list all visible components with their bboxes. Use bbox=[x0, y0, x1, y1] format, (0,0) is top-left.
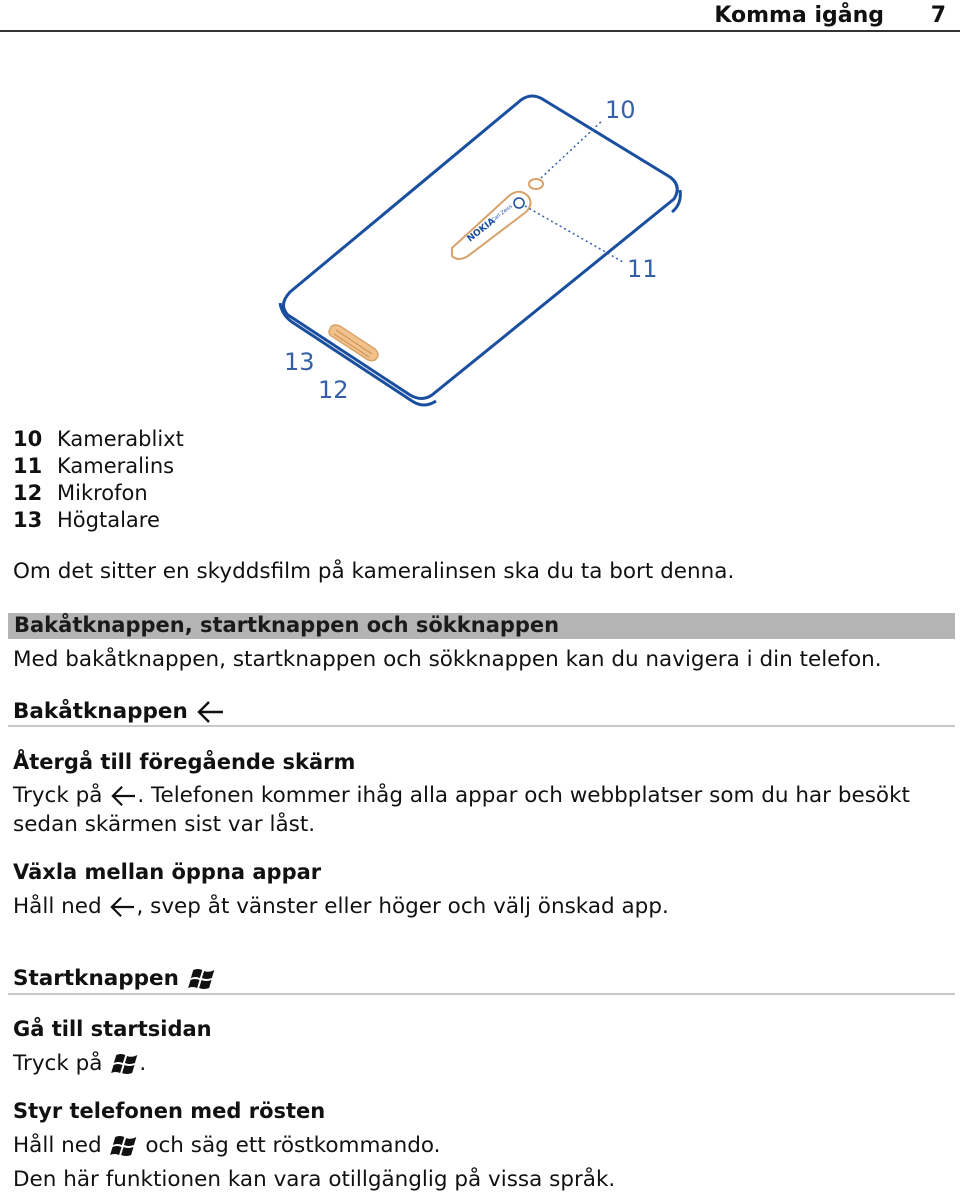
camera-flash-icon bbox=[529, 179, 543, 189]
legend-item: 11 Kameralins bbox=[13, 454, 175, 478]
topic-body: Tryck på . bbox=[13, 1051, 147, 1076]
phone-outline bbox=[280, 96, 680, 405]
topic-body: Håll ned och säg ett röstkommando. bbox=[13, 1133, 441, 1158]
section-title: Bakåtknappen, startknappen och sökknappen bbox=[14, 613, 560, 637]
topic-body: Tryck på . Telefonen kommer ihåg alla appar och webbplatser som du har besökt bbox=[13, 783, 910, 808]
availability-note: Den här funktionen kan vara otillgänglig på vissa språk. bbox=[13, 1167, 616, 1192]
back-arrow-icon bbox=[108, 895, 136, 919]
chapter-title: Komma igång bbox=[714, 3, 884, 28]
logo-text: NOKIA bbox=[465, 216, 498, 245]
camera-module bbox=[452, 179, 543, 259]
callout-13: 13 bbox=[284, 348, 315, 376]
topic-body: Håll ned , svep åt vänster eller höger och välj önskad app. bbox=[13, 894, 669, 919]
section-intro: Med bakåtknappen, startknappen och sökknappen kan du navigera i din telefon. bbox=[13, 647, 882, 672]
speaker-grille bbox=[329, 325, 378, 361]
windows-logo-icon bbox=[108, 1133, 138, 1159]
legend-list bbox=[13, 426, 184, 534]
topic-title: Gå till startsidan bbox=[13, 1017, 212, 1041]
phone-back-illustration bbox=[270, 88, 690, 408]
callout-12: 12 bbox=[318, 376, 349, 404]
topic-title: Växla mellan öppna appar bbox=[13, 860, 322, 884]
legend-item: 10 Kamerablixt bbox=[13, 427, 184, 451]
divider bbox=[8, 993, 955, 995]
start-key-heading: Startknappen bbox=[13, 966, 216, 992]
lens-text: Carl Zeiss bbox=[490, 203, 514, 224]
topic-body-continued: sedan skärmen sist var låst. bbox=[13, 812, 316, 837]
windows-logo-icon bbox=[186, 966, 216, 992]
legend-item: 13 Högtalare bbox=[13, 508, 160, 532]
topic-title: Återgå till föregående skärm bbox=[13, 750, 356, 774]
divider bbox=[8, 725, 955, 727]
windows-logo-icon bbox=[109, 1051, 139, 1077]
protective-film-note: Om det sitter en skyddsfilm på kameralinsen ska du ta bort denna. bbox=[13, 559, 735, 584]
topic-title: Styr telefonen med rösten bbox=[13, 1099, 326, 1123]
back-arrow-icon bbox=[109, 784, 137, 808]
section-header bbox=[8, 613, 955, 639]
callout-10: 10 bbox=[605, 96, 636, 124]
callout-lines bbox=[525, 120, 623, 262]
back-arrow-icon bbox=[195, 699, 225, 725]
callout-11: 11 bbox=[627, 255, 658, 283]
back-key-heading: Bakåtknappen bbox=[13, 699, 225, 725]
legend-item: 12 Mikrofon bbox=[13, 481, 148, 505]
page-number: 7 bbox=[930, 3, 946, 28]
